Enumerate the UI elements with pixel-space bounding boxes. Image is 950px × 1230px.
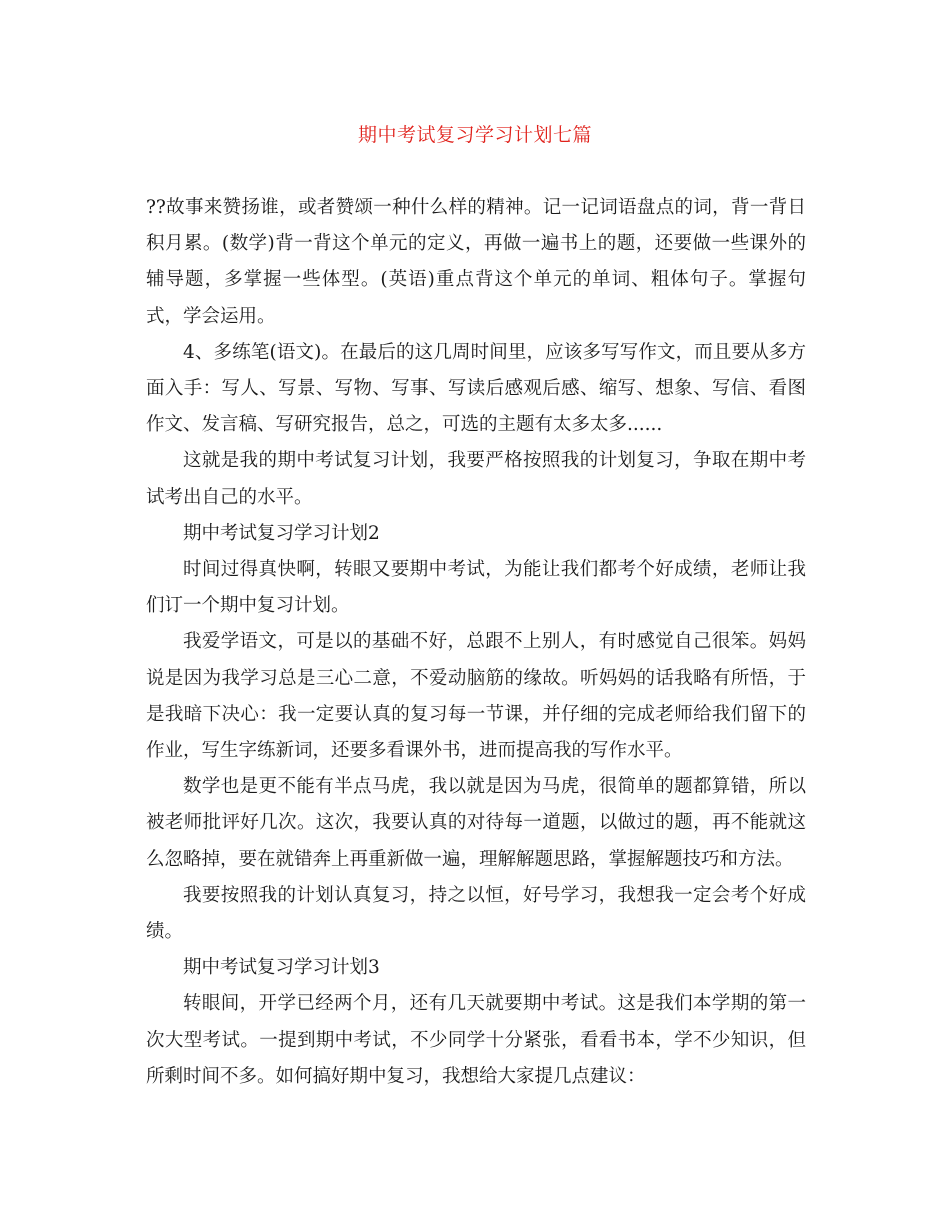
paragraph: 转眼间，开学已经两个月，还有几天就要期中考试。这是我们本学期的第一次大型考试。一提到期中考试，不少同学十分紧张，看看书本，学不少知识，但所剩时间不多。如何搞好期中复习，我想给大家提几点建议：	[146, 993, 806, 1087]
document-body	[146, 190, 806, 1095]
paragraph: 我爱学语文，可是以的基础不好，总跟不上别人，有时感觉自己很笨。妈妈说是因为我学习总是三心二意，不爱动脑筋的缘故。听妈妈的话我略有所悟，于是我暗下决心：我一定要认真的复习每一节课，并仔细的完成老师给我们留下的作业，写生字练新词，还要多看课外书，进而提高我的写作水平。	[146, 631, 806, 762]
paragraph: 数学也是更不能有半点马虎，我以就是因为马虎，很简单的题都算错，所以被老师批评好几次。这次，我要认真的对待每一道题，以做过的题，再不能就这么忽略掉，要在就错奔上再重新做一遍，理解解题思路，掌握解题技巧和方法。	[146, 776, 806, 870]
paragraph: 4、多练笔(语文)。在最后的这几周时间里，应该多写写作文，而且要从多方面入手：写人、写景、写物、写事、写读后感观后感、缩写、想象、写信、看图作文、发言稿、写研究报告，总之，可选的主题有太多太多......	[146, 341, 806, 436]
section-heading: 期中考试复习学习计划3	[183, 957, 380, 979]
section-heading: 期中考试复习学习计划2	[183, 522, 380, 544]
paragraph: 我要按照我的计划认真复习，持之以恒，好号学习，我想我一定会考个好成绩。	[146, 884, 806, 943]
document-title: 期中考试复习学习计划七篇	[357, 124, 592, 146]
paragraph: ??故事来赞扬谁，或者赞颂一种什么样的精神。记一记词语盘点的词，背一背日积月累。(数学)背一背这个单元的定义，再做一遍书上的题，还要做一些课外的辅导题，多掌握一些体型。(英语)重点背这个单元的单词、粗体句子。掌握句式，学会运用。	[146, 197, 806, 327]
paragraph: 时间过得真快啊，转眼又要期中考试，为能让我们都考个好成绩，老师让我们订一个期中复习计划。	[146, 559, 806, 617]
paragraph: 这就是我的期中考试复习计划，我要严格按照我的计划复习，争取在期中考试考出自己的水平。	[146, 450, 806, 508]
